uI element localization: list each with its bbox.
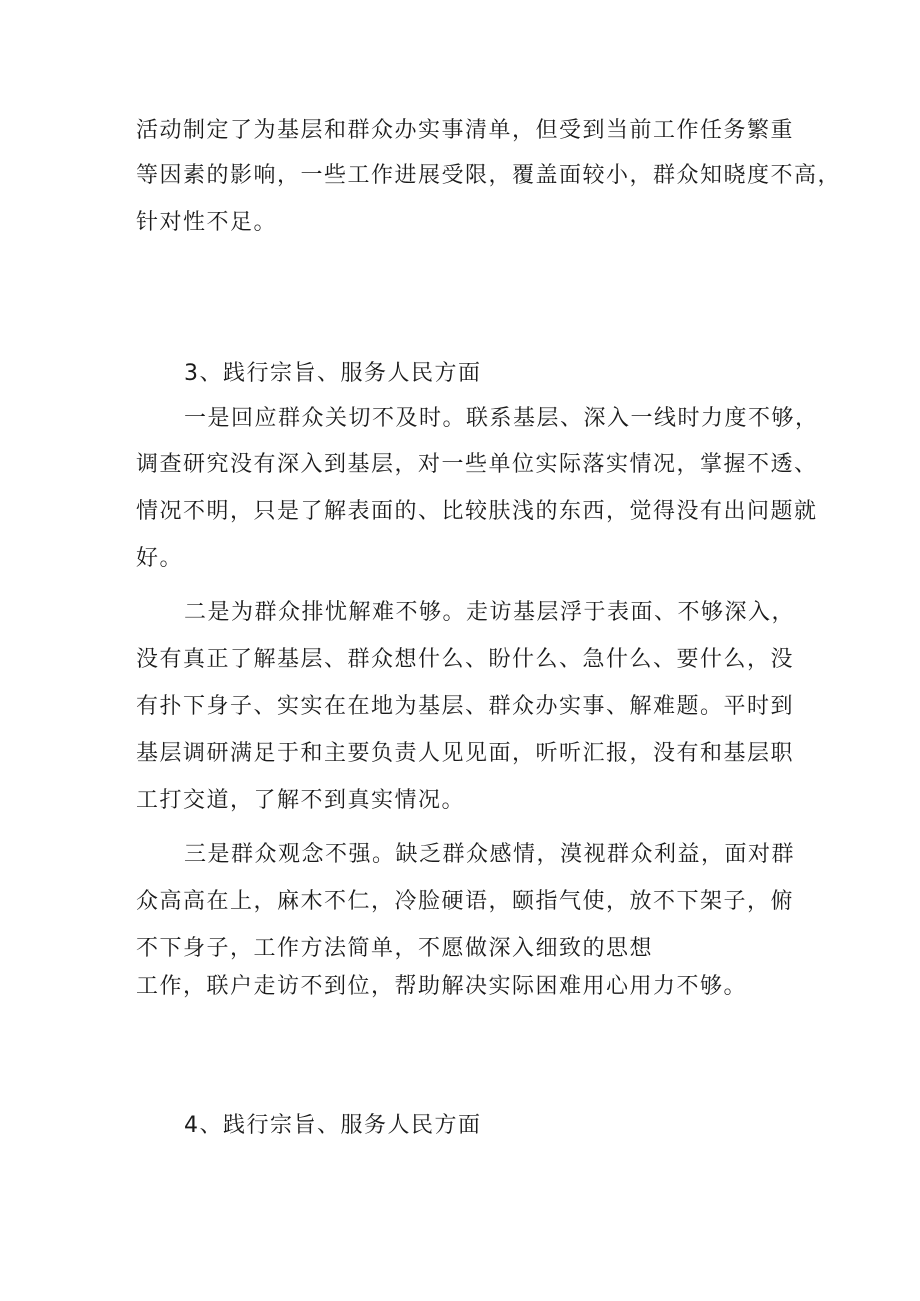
paragraph-line: 基层调研满足于和主要负责人见见面，听听汇报，没有和基层职 <box>136 741 795 766</box>
section-heading: 3、践行宗旨、服务人民方面 <box>184 361 482 386</box>
paragraph-line: 众高高在上，麻木不仁，冷脸硬语，颐指气使，放不下架子，俯 <box>136 889 795 914</box>
paragraph-line: 调查研究没有深入到基层，对一些单位实际落实情况，掌握不透、 <box>136 452 818 477</box>
paragraph-line: 不下身子，工作方法简单，不愿做深入细致的思想 <box>136 936 654 961</box>
paragraph-line: 一是回应群众关切不及时。联系基层、深入一线时力度不够， <box>184 406 819 431</box>
paragraph-line: 情况不明，只是了解表面的、比较肤浅的东西，觉得没有出问题就 <box>136 499 818 524</box>
section-heading: 4、践行宗旨、服务人民方面 <box>184 1113 482 1138</box>
paragraph-line: 没有真正了解基层、群众想什么、盼什么、急什么、要什么，没 <box>136 647 795 672</box>
paragraph-line: 三是群众观念不强。缺乏群众感情，漠视群众利益，面对群 <box>184 842 796 867</box>
paragraph-line: 等因素的影响，一些工作进展受限，覆盖面较小，群众知晓度不高， <box>136 163 842 188</box>
paragraph-line: 工作，联户走访不到位，帮助解决实际困难用心用力不够。 <box>136 974 748 999</box>
paragraph-line: 针对性不足。 <box>136 210 278 235</box>
paragraph-line: 活动制定了为基层和群众办实事清单，但受到当前工作任务繁重 <box>136 118 795 143</box>
paragraph-line: 有扑下身子、实实在在地为基层、群众办实事、解难题。平时到 <box>136 694 795 719</box>
paragraph-line: 二是为群众排忧解难不够。走访基层浮于表面、不够深入， <box>184 600 796 625</box>
paragraph-line: 好。 <box>136 546 184 571</box>
paragraph-line: 工打交道，了解不到真实情况。 <box>136 788 466 813</box>
